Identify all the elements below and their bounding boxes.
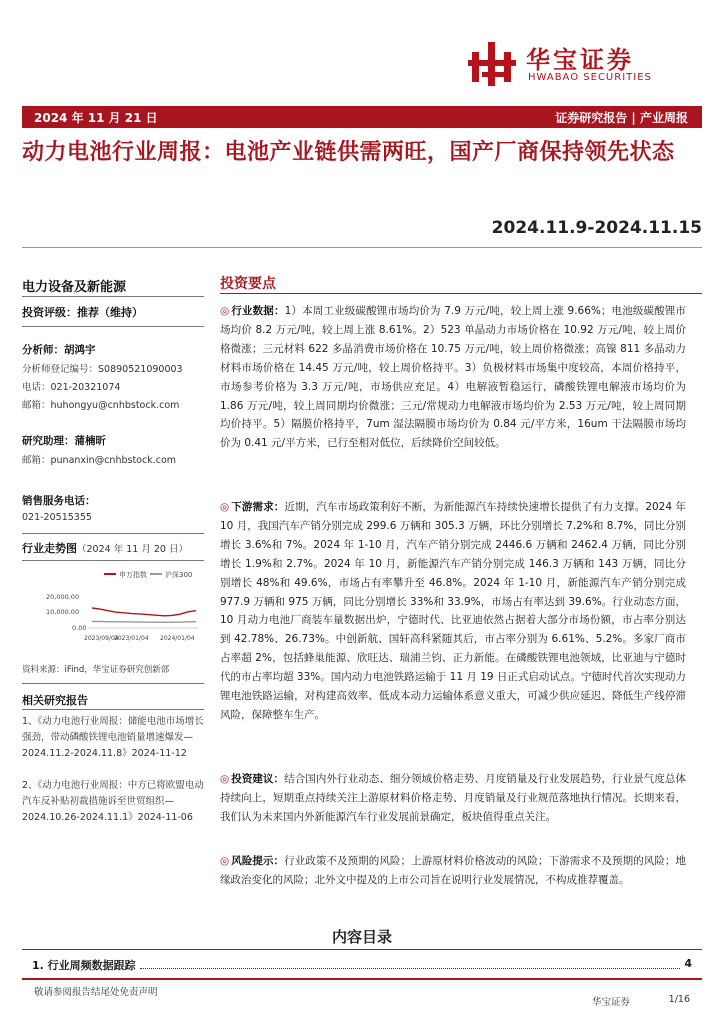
- divider: [22, 709, 204, 710]
- chart-legend: [104, 570, 192, 579]
- report-title: 动力电池行业周报：电池产业链供需两旺，国产厂商保持领先状态: [22, 140, 675, 165]
- trend-chart: [22, 566, 204, 656]
- logo-english: HWABAO SECURITIES: [528, 72, 652, 83]
- divider: [22, 247, 702, 248]
- sector-name: 电力设备及新能源: [22, 280, 127, 295]
- trend-date: （2024 年 11 月 20 日）: [77, 544, 188, 555]
- paragraph-text: 行业政策不及预期的风险；上游原材料价格波动的风险；下游需求不及预期的风险；地缘政治变化的风险；北外文中提及的上市公司旨在说明行业发展情况，不构成推荐覆盖。: [220, 855, 687, 886]
- paragraph-risk-warning: [220, 852, 686, 890]
- toc-item[interactable]: [32, 957, 692, 973]
- paragraph-text: 近期，汽车市场政策利好不断，为新能源汽车持续快速增长提供了有力支撑。2024 年 10 月，我国汽车产销分别完成 299.6 万辆和 305.3 万辆，环比分别增长 7.2%和 8.7%，同比分别增长 3.6%和 7%。2024 年 1-10 月，汽车产销分别完成 2446.6 万辆和 2462.4 万辆，同比分别增长 1.9%和 2.7%。2024 年 10 月，新能源汽车产销分别完成 146.3 万辆和 143 万辆，同比分别增长 48%和 49.6%，市场占有率攀升至 46.8%。2024 年 1-10 月，新能源汽车产销分别完成 977.9 万辆和 975 万辆，同比分别增长 33%和 33.9%，市场占有率达到 39.6%。行业动态方面，10 月动力电池厂商装车量数据出炉，宁德时代、比亚迪依然占据着大部分市场份额，市占率分别达到 42.78%、26.73%。中创新航、国轩高科紧随其后，市占率分别为 6.61%、5.2%。多家厂商市占率超 2%，包括蜂巢能源、欣旺达、瑞浦兰钧、正力新能。在磷酸铁锂电池领域，比亚迪与宁德时代的市占率均超 33%。国内动力电池铁路运输于 11 月 19 日正式启动试点。宁德时代首次实现动力锂电池铁路运输，对构建高效率、低成本动力运输体系意义重大，可减少供应延迟、降低生产线停滞风险，保障整车生产。: [220, 501, 687, 721]
- assistant-name: 研究助理：蒲楠昕: [22, 435, 106, 447]
- toc-divider: [22, 949, 702, 950]
- bullet-icon: ◎: [220, 501, 230, 513]
- logo-mark-icon: [468, 38, 520, 90]
- bullet-icon: ◎: [220, 773, 230, 785]
- page-number: 1/16: [668, 994, 690, 1005]
- bullet-icon: ◎: [220, 855, 230, 867]
- chart-source: 资料来源：iFind，华宝证券研究创新部: [22, 665, 170, 675]
- toc-item-label: 1. 行业周频数据跟踪: [32, 959, 136, 972]
- chart-series-group: [92, 608, 196, 622]
- paragraph-lead: 下游需求：: [231, 501, 285, 513]
- footer-divider: [22, 978, 702, 980]
- analyst-name: 分析师：胡鸿宇: [22, 344, 96, 356]
- paragraph-investment-advice: [220, 770, 686, 827]
- logo-chinese: 华宝证券: [526, 46, 634, 74]
- brand-logo: [468, 38, 698, 90]
- toc-leader: [140, 957, 681, 969]
- paragraph-downstream-demand: [220, 498, 686, 725]
- analyst-email[interactable]: 邮箱：huhongyu@cnhbstock.com: [22, 400, 180, 411]
- toc-item-page: 4: [684, 957, 692, 970]
- paragraph-lead: 行业数据：: [231, 305, 285, 317]
- y-tick-label: 20,000.00: [46, 593, 80, 601]
- paragraph-text: 结合国内外行业动态、细分领域价格走势、月度销量及行业发展趋势，行业景气度总体持续向上，短期重点持续关注上游原材料价格走势、月度销量及行业规范落地执行情况。长期来看，我们认为未来国内外新能源汽车行业发展前景确定，板块值得重点关注。: [220, 773, 687, 823]
- header-bar: [22, 106, 702, 128]
- trend-heading: [22, 540, 204, 556]
- analyst-phone: 电话：021-20321074: [22, 382, 121, 393]
- report-date: 2024 年 11 月 21 日: [34, 111, 158, 125]
- bullet-icon: ◎: [220, 305, 230, 317]
- report-period: 2024.11.9-2024.11.15: [491, 218, 702, 238]
- section-title: 投资要点: [220, 276, 276, 292]
- legend-label-hs300: 沪深300: [165, 571, 193, 579]
- investment-rating: 投资评级：推荐（维持）: [22, 306, 143, 319]
- assistant-email[interactable]: 邮箱：punanxin@cnhbstock.com: [22, 455, 177, 466]
- paragraph-industry-data: [220, 302, 686, 453]
- related-title: 相关研究报告: [22, 694, 88, 707]
- paragraph-text: 1）本周工业级碳酸锂市场均价为 7.9 万元/吨，较上周上涨 9.66%；电池级碳酸锂市场均价 8.2 万元/吨，较上周上涨 8.61%。2）523 单晶动力市场价格在 10.92 万元/吨，较上周价格微涨；三元材料 622 多晶消费市场价格在 10.75 万元/吨，较上周价格微涨；高镍 811 多晶动力材料市场价格在 14.45 万元/吨，较上周价格持平。3）负极材料市场集中度较高，本周价格持平，市场参考价格为 3.3 万元/吨，市场供应充足。4）电解液暂稳运行，磷酸铁锂电解液市场均价为 1.86 万元/吨，较上周同期均价微涨；三元/常规动力电解液市场均价为 2.53 万元/吨，较上周同期均价持平。5）隔膜价格持平，7um 湿法隔膜市场均价为 0.84 元/平方米，16um 干法隔膜市场均价为 0.41 元/平方米，已行至相对低位，后续降价空间较低。: [220, 305, 686, 450]
- footer-disclaimer: 敬请参阅报告结尾处免责声明: [34, 987, 158, 998]
- divider: [22, 533, 204, 534]
- sales-phone: 021-20515355: [22, 512, 92, 523]
- trend-title: 行业走势图: [22, 542, 77, 555]
- x-tick-label: 2024/01/04: [160, 635, 195, 642]
- sales-label: 销售服务电话：: [22, 495, 96, 507]
- divider: [22, 560, 204, 561]
- report-type: 证券研究报告 | 产业周报: [555, 111, 688, 125]
- footer-brand: 华宝证券: [592, 997, 631, 1008]
- series-line-sw-index: [92, 608, 196, 616]
- x-tick-label: 2023/01/04: [114, 635, 149, 642]
- divider: [22, 326, 204, 327]
- series-line-hs300: [92, 621, 196, 622]
- section-divider: [220, 293, 702, 294]
- legend-label-sw: 申万指数: [119, 571, 147, 579]
- related-report-1[interactable]: 1、《动力电池行业周报：储能电池市场增长强劲，带动磷酸铁锂电池销量增速爆发—2024.11.2-2024.11.8》2024-11-12: [22, 716, 204, 759]
- paragraph-lead: 投资建议：: [231, 773, 285, 785]
- toc-title: 内容目录: [331, 928, 392, 946]
- divider: [22, 683, 204, 684]
- related-report-2[interactable]: 2、《动力电池行业周报：中方已将欧盟电动汽车反补贴初裁措施诉至世贸组织—2024.10.26-2024.11.1》2024-11-06: [22, 780, 204, 823]
- y-tick-label: 0.00: [72, 624, 87, 632]
- divider: [22, 296, 204, 297]
- x-tick-label: 2023/09/04: [84, 635, 119, 642]
- y-tick-label: 10,000.00: [46, 608, 80, 616]
- analyst-cert: 分析师登记编号：S0890521090003: [22, 364, 183, 375]
- paragraph-lead: 风险提示：: [231, 855, 285, 867]
